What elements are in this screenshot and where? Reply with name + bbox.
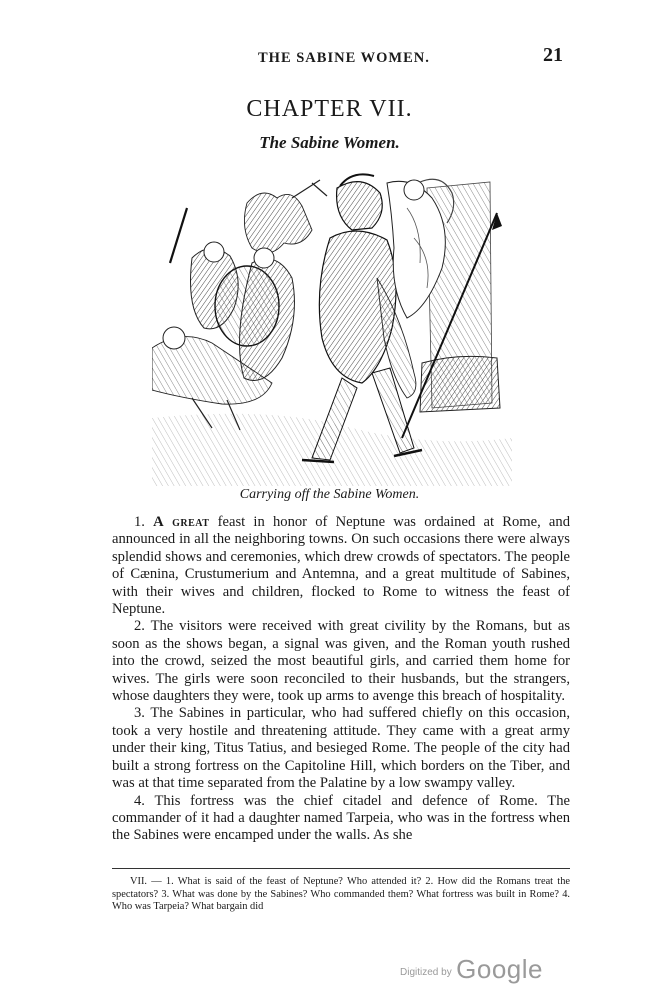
paragraph-number: 2. [134, 618, 145, 635]
page-number: 21 [543, 44, 563, 66]
paragraph-2 [112, 618, 570, 705]
paragraph-text: The visitors were received with great civility by the Romans, but as soon as the shows began, a signal was given, and the Roman youth rushed into the crowd, seized the most beautiful girls, and carried them home for wives. The girls were soon reconciled to their husbands, but the strangers, whose daughters they were, took up arms to avenge this breach of hospitality. [112, 618, 570, 705]
paragraph-text: This fortress was the chief citadel and defence of Rome. The commander of it had a daughter named Tarpeia, who was in the fortress when the Sabines were encamped under the walls. As she [112, 792, 570, 844]
google-logo: Google [456, 954, 543, 984]
paragraph-text: feast in honor of Neptune was ordained at Rome, and announced in all the neighboring towns. On such occasions there were always splendid shows and ceremonies, which drew crowds of spectators. The people of Cænina, Crustumerium and Antemna, and a great multitude of Sabines, with their wives and children, flocked to Rome to witness the feast of Neptune. [112, 514, 571, 618]
paragraph-number: 3. [134, 705, 145, 722]
body-text [112, 514, 570, 845]
illustration-caption: Carrying off the Sabine Women. [239, 487, 420, 502]
sabine-women-engraving [152, 168, 512, 486]
page-header [0, 46, 659, 72]
lead-words: A great [153, 514, 210, 530]
paragraph-3 [112, 705, 570, 792]
chapter-title: CHAPTER VII. [246, 96, 413, 122]
footnote-divider [112, 868, 570, 869]
engraving-illustration [152, 168, 512, 486]
running-head: THE SABINE WOMEN. [258, 50, 430, 66]
digitized-watermark [400, 954, 543, 985]
paragraph-1 [112, 514, 570, 618]
paragraph-4 [112, 793, 570, 845]
paragraph-number: 1. [134, 514, 145, 530]
study-questions [112, 876, 570, 914]
chapter-subtitle: The Sabine Women. [259, 133, 400, 152]
paragraph-number: 4. [134, 792, 145, 809]
questions-text: VII. — 1. What is said of the feast of Neptune? Who attended it? 2. How did the Romans treat the spectators? 3. What was done by the Sabines? Who commanded them? What fortress was built in Rome? 4. Who was Tarpeia? What bargain did [112, 876, 570, 913]
paragraph-text: The Sabines in particular, who had suffered chiefly on this occasion, took a very hostile and threatening attitude. They came with a great army under their king, Titus Tatius, and besieged Rome. The people of the city had built a strong fortress on the Capitoline Hill, which borders on the Tiber, and was at that time separated from the Palatine by a low swampy valley. [112, 705, 571, 792]
watermark-prefix: Digitized by [400, 967, 452, 978]
